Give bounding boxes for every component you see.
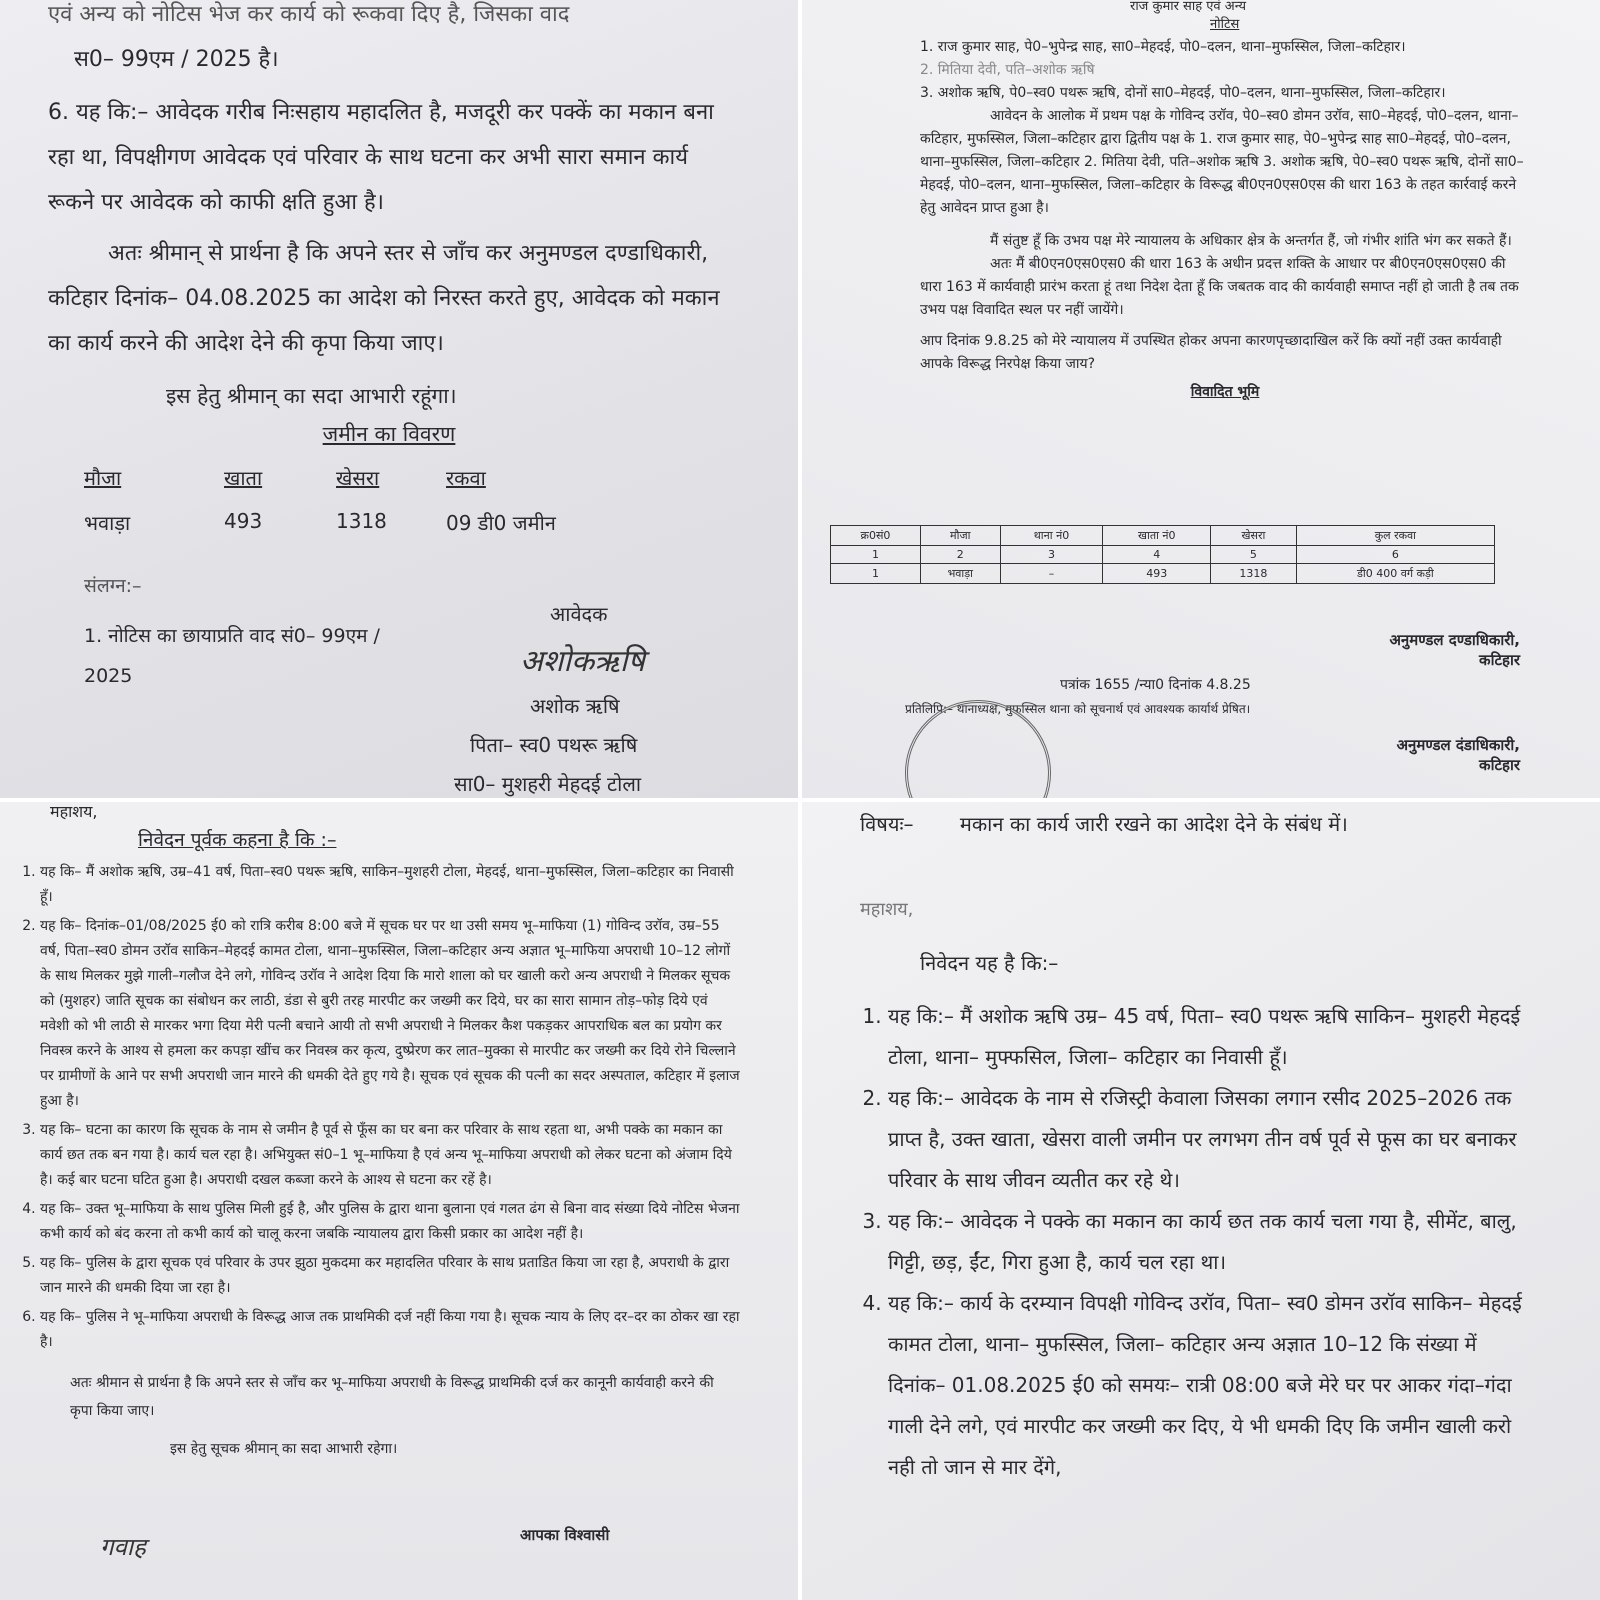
memo-line: पत्रांक 1655 /न्या0 दिनांक 4.8.25 <box>1060 677 1251 693</box>
complaint-thanks: इस हेतु सूचक श्रीमान् का सदा आभारी रहेगा। <box>170 1441 398 1457</box>
applicant-block <box>454 600 730 800</box>
page-application <box>800 800 1600 1600</box>
officer-title: अनुमण्डल दंडाधिकारी, <box>1396 736 1520 754</box>
applicant-signature: अशोकऋषि <box>520 644 645 679</box>
salutation: महाशय, <box>860 899 914 920</box>
table-row <box>831 546 1495 564</box>
intro-line: निवेदन यह है कि:– <box>920 951 1059 975</box>
land-header-khesra: खेसरा <box>336 466 380 490</box>
table-cell: 2 <box>920 546 1000 564</box>
land-header-rakwa: रकवा <box>446 466 486 490</box>
copy-line: प्रतिलिपि:– थानाध्यक्ष, मुफस्सिल थाना को सूचनार्थ एवं आवश्यक कार्यार्थ प्रेषित। <box>905 702 1251 716</box>
notice-header: राज कुमार साह एवं अन्य <box>1130 0 1247 14</box>
th-rakwa: कुल रकवा <box>1296 526 1494 546</box>
list-item: 5. यह कि– पुलिस के द्वारा सूचक एवं परिवार के उपर झुठा मुकदमा कर महादलित परिवार के साथ प्रताडित किया जा रहा है, अपराधी के द्वारा जान मारने की धमकी दिया जा रहा है। <box>40 1251 740 1301</box>
land-details-table <box>84 464 730 536</box>
officer-place: कटिहार <box>1479 651 1520 669</box>
land-details-title: जमीन का विवरण <box>322 422 456 446</box>
list-item: 1. यह कि– मैं अशोक ऋषि, उम्र–41 वर्ष, पिता–स्व0 पथरू ऋषि, साकिन–मुशहरी टोला, मेहदई, थाना–मुफस्सिल, जिला–कटिहार का निवासी हूँ। <box>40 860 740 910</box>
th-thana: थाना नं0 <box>1000 526 1103 546</box>
salutation: महाशय, <box>50 802 98 821</box>
top-line-case: स0– 99एम / 2025 है। <box>74 47 279 72</box>
list-item: 3. यह कि– घटना का कारण कि सूचक के नाम से जमीन है पूर्व से फूँस का घर बना कर परिवार के साथ रहता था, अभी पक्के का मकान का कार्य छत तक बन गया है। कार्य चल रहा है। अभियुक्त सं0–1 भू–माफिया है एवं अन्य भू–माफिया अपराधी को लेकर घटना को अंजाम दिये है। कई बार घटना घटित हुआ है। अपराधी दखल कब्जा करने के आश्य से घटना कर रहें है। <box>40 1118 740 1193</box>
page-court-notice <box>800 0 1600 800</box>
th-serial: क्र0सं0 <box>831 526 921 546</box>
th-khesra: खेसरा <box>1211 526 1297 546</box>
applicant-name: अशोक ऋषि <box>530 694 620 718</box>
enclosure-label: संलग्न:– <box>84 575 142 597</box>
subject-label: विषयः– <box>860 812 914 836</box>
list-item: 6. यह कि– पुलिस ने भू–माफिया अपराधी के विरूद्ध आज तक प्राथमिकी दर्ज नहीं किया गया है। सूचक न्याय के लिए दर–दर का ठोकर खा रहा है। <box>40 1305 740 1355</box>
notice-body-3: अतः मैं बी0एन0एस0एस0 की धारा 163 के अधीन प्रदत्त शक्ति के आधार पर बी0एन0एस0एस0 की धारा 163 में कार्यवाही प्रारंभ करता हूं तथा निदेश देता हूँ कि जबतक वाद की कार्यवाही समाप्त नहीं हो जाती है तब तक उभय पक्ष विवादित स्थल पर नहीं जायेंगे। <box>920 256 1519 318</box>
witness-label: गवाह <box>100 1533 146 1561</box>
table-cell: 6 <box>1296 546 1494 564</box>
enclosure-item: 1. नोटिस का छायाप्रति वाद सं0– 99एम / 2025 <box>84 625 380 687</box>
page-appeal-end <box>0 0 800 800</box>
complaint-request: अतः श्रीमान से प्रार्थना है कि अपने स्तर से जाँच कर भू–माफिया अपराधी के विरूद्ध प्राथमिकी दर्ज कर कानूनी कार्यवाही करने की कृपा किया जाए। <box>70 1375 714 1419</box>
table-header-row <box>831 526 1495 546</box>
table-row <box>831 564 1495 584</box>
yours-faithfully: आपका विश्वासी <box>520 1526 610 1544</box>
disputed-land-table <box>830 525 1495 584</box>
applicant-address: सा0– मुशहरी मेहदई टोला <box>454 772 642 796</box>
table-cell: 1318 <box>1211 564 1297 584</box>
disputed-land-title: विवादित भूमि <box>1190 384 1260 400</box>
thanks-line: इस हेतु श्रीमान् का सदा आभारी रहूंगा। <box>166 384 457 408</box>
list-item: 1. यह कि:– मैं अशोक ऋषि उम्र– 45 वर्ष, पिता– स्व0 पथरू ऋषि साकिन– मुशहरी मेहदई टोला, थाना– मुफ्फसिल, जिला– कटिहार का निवासी हूँ। <box>888 996 1540 1078</box>
complaint-title: निवेदन पूर्वक कहना है कि :– <box>138 829 337 851</box>
land-value-rakwa: 09 डी0 जमीन <box>446 511 556 535</box>
horizontal-divider <box>0 798 1600 802</box>
list-item: 2. यह कि:– आवेदक के नाम से रजिस्ट्री केवाला जिसका लगान रसीद 2025–2026 तक प्राप्त है, उक्त खाता, खेसरा वाली जमीन पर लगभग तीन वर्ष पूर्व से फूस का घर बनाकर परिवार के साथ जीवन व्यतीत कर रहे थे। <box>888 1078 1540 1201</box>
paragraph-6: 6. यह कि:– आवेदक गरीब निःसहाय महादलित है, मजदूरी कर पक्कें का मकान बना रहा था, विपक्षीगण आवेदक एवं परिवार के साथ घटना कर अभी सारा समान कार्य रूकने पर आवेदक को काफी क्षति हुआ है। <box>48 100 714 215</box>
top-line: एवं अन्य को नोटिस भेज कर कार्य को रूकवा दिए है, जिसका वाद <box>48 2 570 27</box>
table-cell: 1 <box>831 546 921 564</box>
notice-body-2: मैं संतुष्ट हूँ कि उभय पक्ष मेरे न्यायालय के अधिकार क्षेत्र के अन्तर्गत हैं, जो गंभीर शांति भंग कर सकते हैं। <box>990 233 1512 249</box>
land-header-khata: खाता <box>224 466 263 490</box>
page-complaint <box>0 800 800 1600</box>
table-cell: – <box>1000 564 1103 584</box>
notice-body-4: आप दिनांक 9.8.25 को मेरे न्यायालय में उपस्थित होकर अपना कारणपृच्छादाखिल करें कि क्यों नहीं उक्त कार्यवाही आपके विरूद्ध निरपेक्ष किया जाय? <box>920 333 1502 372</box>
officer-signature-1 <box>1389 630 1520 670</box>
list-item: 4. यह कि– उक्त भू–माफिया के साथ पुलिस मिली हुई है, और पुलिस के द्वारा थाना बुलाना एवं गलत ढंग से बिना वाद संख्या दिये नोटिस भेजना कभी कार्य को बंद करना तो कभी कार्य को चालू करना जबकि न्यायालय द्वारा किसी प्रकार का आदेश नहीं है। <box>40 1197 740 1247</box>
table-cell: डी0 400 वर्ग कड़ी <box>1296 564 1494 584</box>
party-2: 2. मितिया देवी, पति–अशोक ऋषि <box>920 62 1095 78</box>
th-mauja: मौजा <box>920 526 1000 546</box>
application-list <box>860 996 1540 1488</box>
officer-title: अनुमण्डल दण्डाधिकारी, <box>1389 631 1520 649</box>
notice-label: नोटिस <box>1210 17 1240 32</box>
land-value-khata: 493 <box>224 509 263 533</box>
notice-body-1: आवेदन के आलोक में प्रथम पक्ष के गोविन्द उरॉव, पे0–स्व0 डोमन उरॉव, सा0–मेहदई, पो0–दलन, थाना–कटिहार, मुफस्सिल, जिला–कटिहार द्वारा द्वितीय पक्ष के 1. राज कुमार साह, पे0–भुपेन्द्र साह सा0–मेहदई, पो0–दलन, थाना–मुफस्सिल, जिला–कटिहार 2. मितिया देवी, पति–अशोक ऋषि 3. अशोक ऋषि, पे0–स्व0 पथरू ऋषि, दोनों सा0–मेहदई, पो0–दलन, थाना–मुफस्सिल, जिला–कटिहार के विरूद्ध बी0एन0एस0एस की धारा 163 के तहत कार्रवाई करने हेतु आवेदन प्राप्त हुआ है। <box>920 108 1524 216</box>
party-3: 3. अशोक ऋषि, पे0–स्व0 पथरू ऋषि, दोनों सा0–मेहदई, पो0–दलन, थाना–मुफस्सिल, जिला–कटिहार। <box>920 85 1446 101</box>
table-cell: 493 <box>1103 564 1211 584</box>
table-cell: 1 <box>831 564 921 584</box>
th-khata: खाता नं0 <box>1103 526 1211 546</box>
list-item: 2. यह कि– दिनांक–01/08/2025 ई0 को रात्रि करीब 8:00 बजे में सूचक घर पर था उसी समय भू–माफिया (1) गोविन्द उरॉव, उम्र–55 वर्ष, पिता–स्व0 डोमन उरॉव साकिन–मेहदई कामत टोला, थाना–मुफस्सिल, जिला–कटिहार अन्य अज्ञात भू–माफिया अपराधी 10–12 लोगों के साथ मिलकर मुझे गाली–गलौज देने लगे, गोविन्द उरॉव ने आदेश दिया कि मारो शाला को घर खाली करो अन्य अपराधी ने मिलकर सूचक को (मुशहर) जाति सूचक का संबोधन कर लाठी, डंडा से बुरी तरह मारपीट कर जख्मी कर दिये, घर का सारा सामान तोड़–फोड़ दिये एवं मवेशी को भी लाठी से मारकर भगा दिया मेरी पत्नी बचाने आयी तो सभी अपराधी ने मिलकर कैश पकड़कर आपराधिक बल का प्रयोग कर निवस्त्र करने के आश्य से हमला कर कपड़ा खींच कर निवस्त्र कर कृत्य, दुष्प्रेरण कर लात–मुक्का से मारपीट कर जख्मी कर दिये रोने चिल्लाने पर ग्रामीणों के आने पर सभी अपराधी जान मारने की धमकी देते हुए गये है। सूचक एवं सूचक की पत्नी का सदर अस्पताल, कटिहार में इलाज हुआ है। <box>40 914 740 1114</box>
officer-signature-2 <box>1397 735 1520 775</box>
applicant-label: आवेदक <box>550 602 608 626</box>
subject-text: मकान का कार्य जारी रखने का आदेश देने के संबंध में। <box>959 812 1348 836</box>
complaint-list <box>10 860 740 1355</box>
prayer-paragraph: अतः श्रीमान् से प्रार्थना है कि अपने स्तर से जाँच कर अनुमण्डल दण्डाधिकारी, कटिहार दिनांक– 04.08.2025 का आदेश को निरस्त करते हुए, आवेदक को मकान का कार्य करने की आदेश देने की कृपा किया जाए। <box>48 241 720 356</box>
applicant-father: पिता– स्व0 पथरू ऋषि <box>470 733 638 757</box>
table-cell: 4 <box>1103 546 1211 564</box>
subject-line <box>860 810 1540 837</box>
officer-place: कटिहार <box>1479 756 1520 774</box>
land-value-mauja: भवाड़ा <box>84 511 131 535</box>
list-item: 4. यह कि:– कार्य के दरम्यान विपक्षी गोविन्द उरॉव, पिता– स्व0 डोमन उरॉव साकिन– मेहदई कामत टोला, थाना– मुफस्सिल, जिला– कटिहार अन्य अज्ञात 10–12 कि संख्या में दिनांक– 01.08.2025 ई0 को समयः– रात्री 08:00 बजे मेरे घर पर आकर गंदा–गंदा गाली देने लगे, एवं मारपीट कर जख्मी कर दिए, ये भी धमकी दिए कि जमीन खाली करो नही तो जान से मार देंगे, <box>888 1283 1540 1488</box>
party-1: 1. राज कुमार साह, पे0–भुपेन्द्र साह, सा0–मेहदई, पो0–दलन, थाना–मुफस्सिल, जिला–कटिहार। <box>920 39 1406 55</box>
table-cell: 5 <box>1211 546 1297 564</box>
list-item: 3. यह कि:– आवेदक ने पक्के का मकान का कार्य छत तक कार्य चला गया है, सीमेंट, बालु, गिट्टी, छड़, ईंट, गिरा हुआ है, कार्य चल रहा था। <box>888 1201 1540 1283</box>
land-value-khesra: 1318 <box>336 509 387 533</box>
land-header-mauja: मौजा <box>84 466 122 490</box>
table-cell: 3 <box>1000 546 1103 564</box>
table-cell: भवाड़ा <box>920 564 1000 584</box>
